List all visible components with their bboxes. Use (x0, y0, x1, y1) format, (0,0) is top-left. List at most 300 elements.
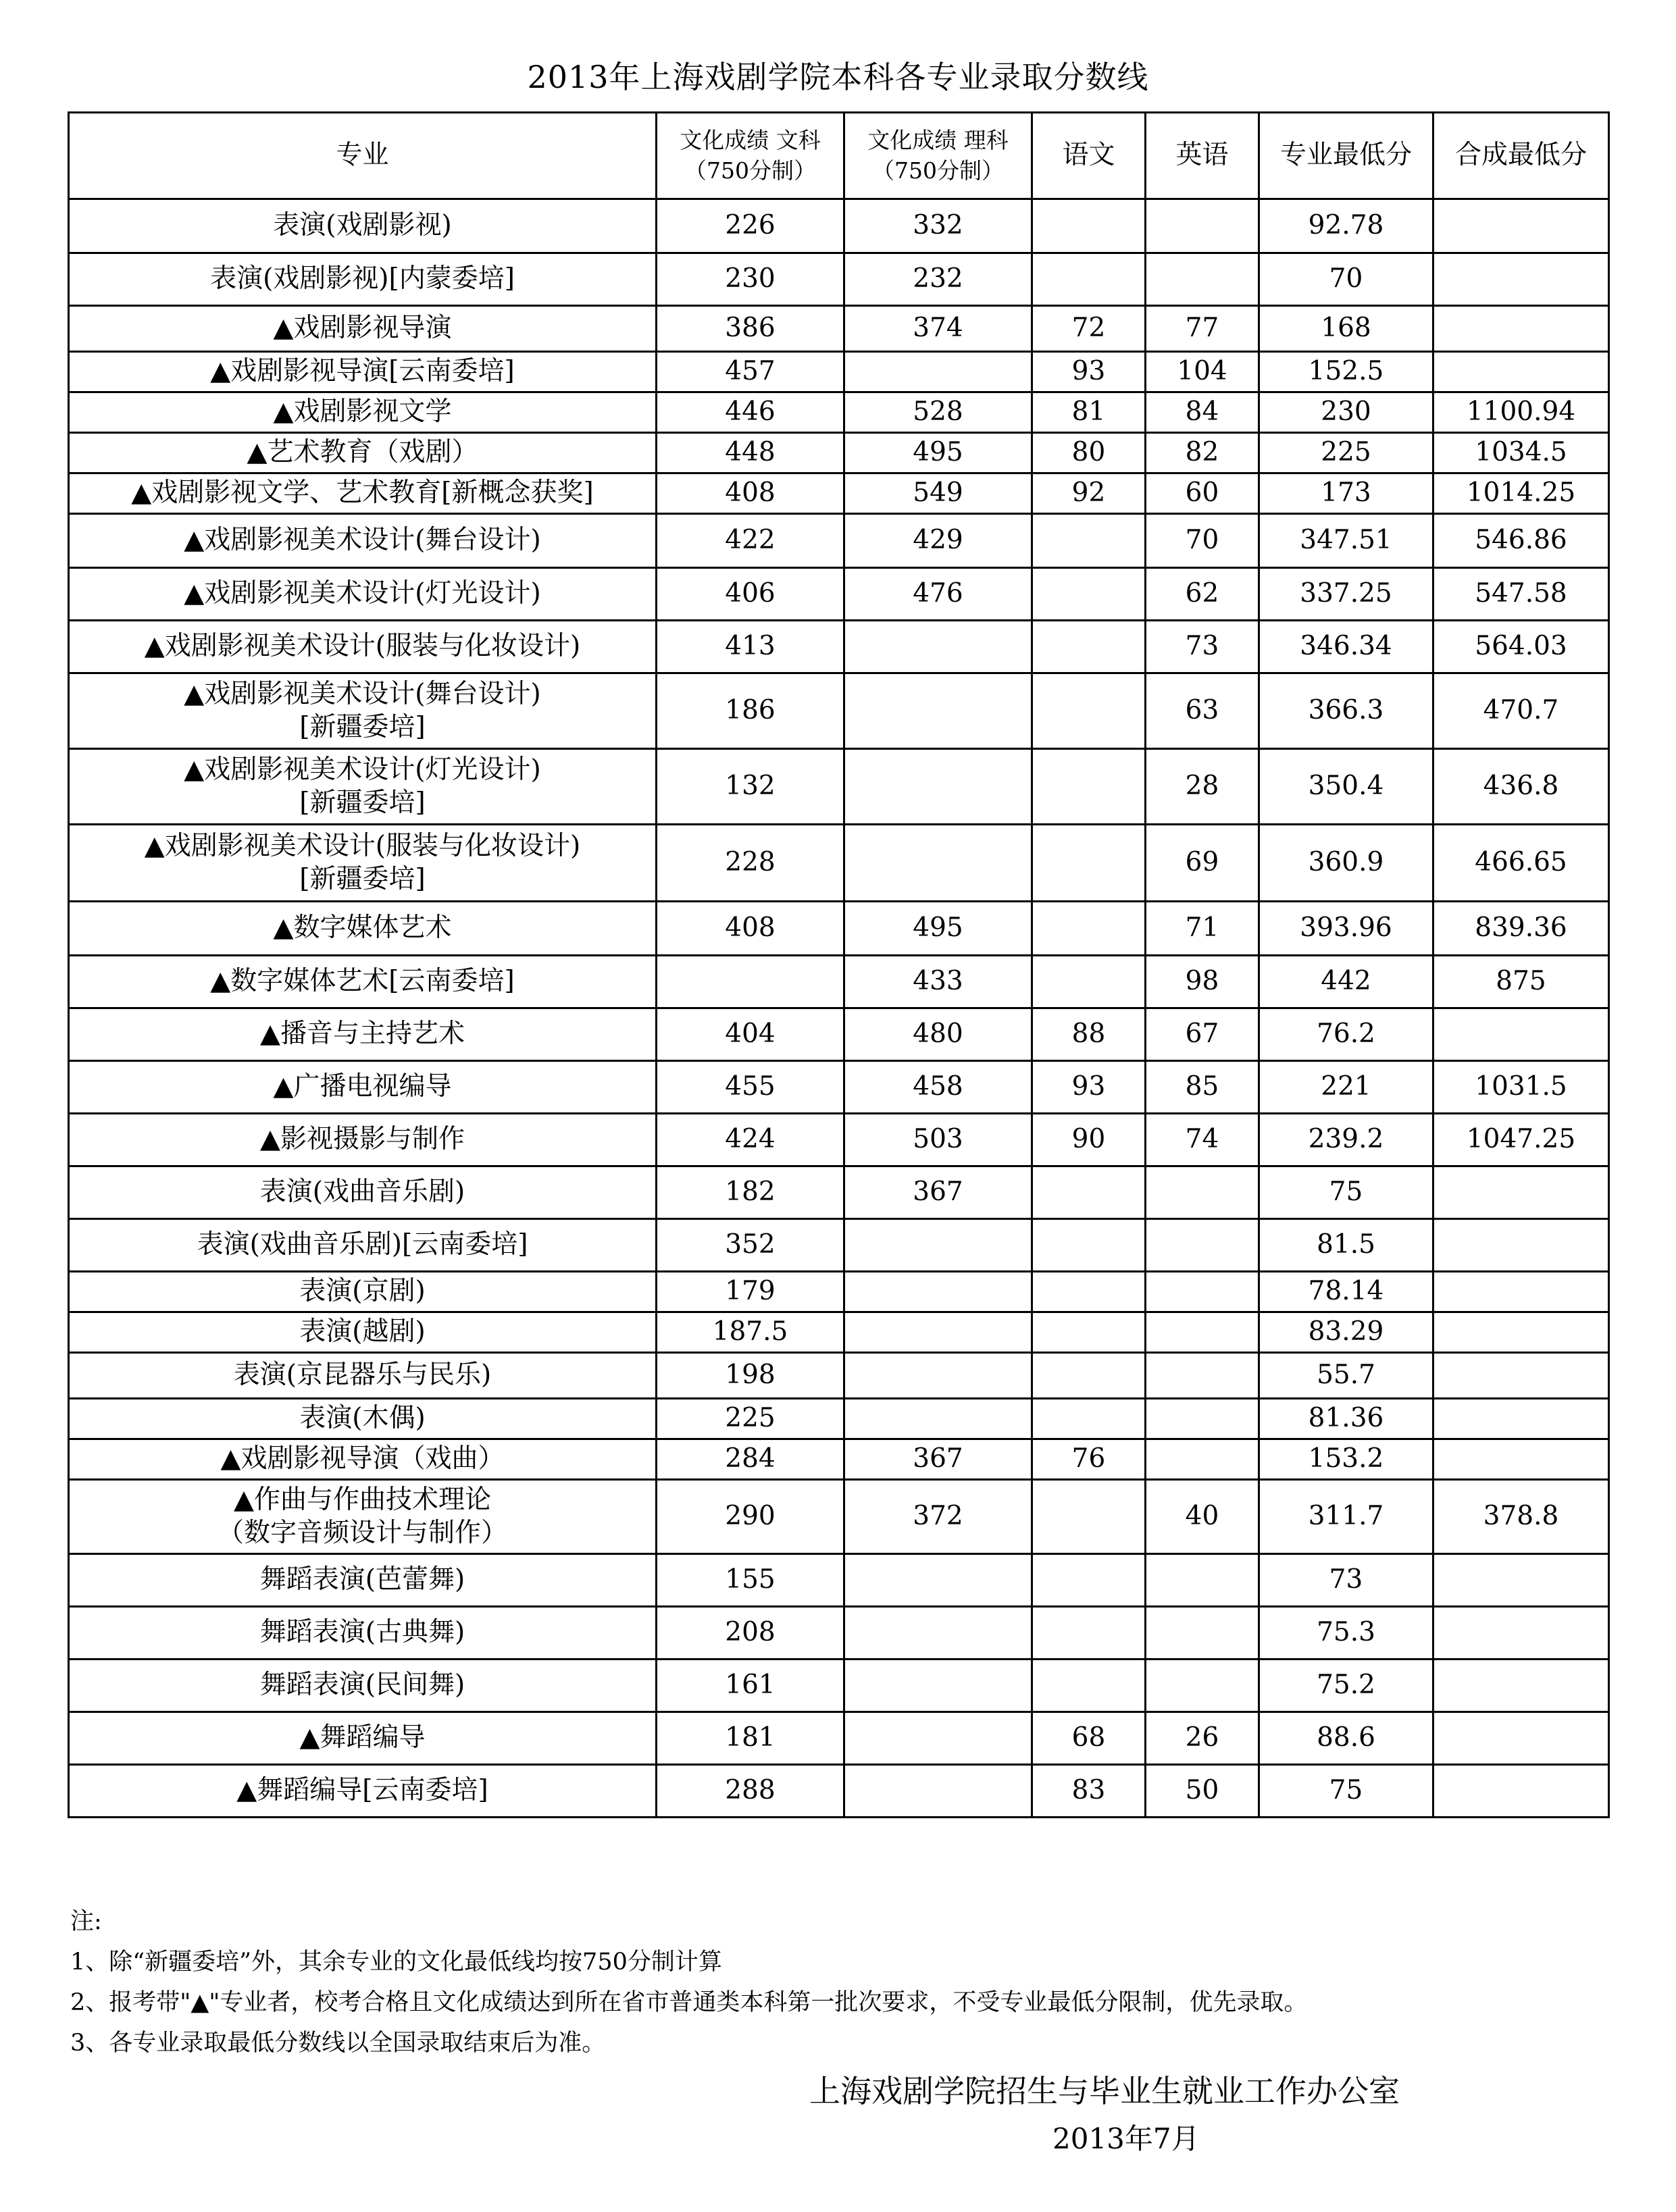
major-cell (69, 1219, 657, 1272)
english-cell: 50 (1146, 1765, 1259, 1818)
arts-score-cell: 448 (657, 433, 844, 473)
major-name-line: ▲广播电视编导 (273, 1071, 452, 1102)
composite-min-cell: 1014.25 (1433, 473, 1609, 514)
table-row (69, 902, 1609, 956)
english-cell (1146, 1353, 1259, 1399)
arts-score-cell: 132 (657, 749, 844, 825)
arts-score-cell: 446 (657, 392, 844, 433)
chinese-cell (1032, 1166, 1146, 1219)
table-body (69, 199, 1609, 1818)
english-cell: 26 (1146, 1712, 1259, 1765)
composite-min-cell (1433, 1272, 1609, 1312)
composite-min-cell: 1047.25 (1433, 1114, 1609, 1166)
science-score-cell: 458 (844, 1061, 1032, 1114)
english-cell: 74 (1146, 1114, 1259, 1166)
major-name-line: ▲戏剧影视导演[云南委培] (210, 356, 515, 387)
science-score-cell (844, 825, 1032, 902)
arts-score-cell: 424 (657, 1114, 844, 1166)
professional-min-cell: 70 (1259, 253, 1433, 306)
major-name-line: ▲戏剧影视美术设计(灯光设计) (184, 754, 541, 785)
major-name-line: ▲作曲与作曲技术理论 (234, 1484, 491, 1515)
science-score-cell: 495 (844, 433, 1032, 473)
chinese-cell (1032, 568, 1146, 621)
arts-score-cell: 186 (657, 673, 844, 749)
arts-score-cell (657, 956, 844, 1008)
composite-min-cell (1433, 1712, 1609, 1765)
composite-min-cell (1433, 1399, 1609, 1439)
science-score-cell (844, 1554, 1032, 1607)
major-cell (69, 1166, 657, 1219)
professional-min-cell: 81.36 (1259, 1399, 1433, 1439)
major-name-line: ▲戏剧影视文学、艺术教育[新概念获奖] (131, 478, 594, 509)
major-name-line: ▲戏剧影视导演（戏曲） (220, 1443, 505, 1474)
major-cell (69, 514, 657, 568)
table-row (69, 392, 1609, 433)
chinese-cell (1032, 902, 1146, 956)
table-row (69, 1219, 1609, 1272)
composite-min-cell (1433, 1353, 1609, 1399)
header-science-score-line2: （750分制） (872, 157, 1004, 184)
header-chinese: 语文 (1032, 113, 1146, 199)
arts-score-cell: 406 (657, 568, 844, 621)
header-major: 专业 (69, 113, 657, 199)
professional-min-cell: 347.51 (1259, 514, 1433, 568)
science-score-cell (844, 1219, 1032, 1272)
english-cell: 40 (1146, 1480, 1259, 1554)
professional-min-cell: 350.4 (1259, 749, 1433, 825)
composite-min-cell (1433, 1008, 1609, 1061)
table-row (69, 1166, 1609, 1219)
science-score-cell: 528 (844, 392, 1032, 433)
science-score-cell: 332 (844, 199, 1032, 253)
major-name-line: ▲戏剧影视美术设计(灯光设计) (184, 578, 541, 609)
composite-min-cell: 839.36 (1433, 902, 1609, 956)
english-cell (1146, 1399, 1259, 1439)
table-row (69, 199, 1609, 253)
chinese-cell (1032, 673, 1146, 749)
note-item: 2、报考带"▲"专业者，校考合格且文化成绩达到所在省市普通类本科第一批次要求，不受专业最低分限制，优先录取。 (70, 1989, 1308, 2016)
science-score-cell (844, 1765, 1032, 1818)
science-score-cell (844, 749, 1032, 825)
science-score-cell (844, 1312, 1032, 1353)
professional-min-cell: 225 (1259, 433, 1433, 473)
composite-min-cell (1433, 1439, 1609, 1480)
major-name-line: ▲数字媒体艺术[云南委培] (210, 966, 515, 997)
science-score-cell: 232 (844, 253, 1032, 306)
major-cell (69, 306, 657, 352)
header-arts-score (657, 113, 844, 199)
table-row (69, 1114, 1609, 1166)
professional-min-cell: 221 (1259, 1061, 1433, 1114)
header-composite-min: 合成最低分 (1433, 113, 1609, 199)
professional-min-cell: 168 (1259, 306, 1433, 352)
chinese-cell (1032, 1660, 1146, 1712)
english-cell (1146, 1554, 1259, 1607)
professional-min-cell: 393.96 (1259, 902, 1433, 956)
page-title: 2013年上海戏剧学院本科各专业录取分数线 (527, 59, 1149, 95)
chinese-cell (1032, 749, 1146, 825)
chinese-cell: 93 (1032, 352, 1146, 392)
major-cell (69, 433, 657, 473)
english-cell (1146, 1219, 1259, 1272)
issuing-office: 上海戏剧学院招生与毕业生就业工作办公室 (809, 2073, 1400, 2109)
major-cell (69, 825, 657, 902)
table-row (69, 253, 1609, 306)
major-name-line: ▲戏剧影视美术设计(服装与化妆设计) (144, 631, 581, 662)
major-name-line: 表演(戏剧影视) (273, 210, 452, 241)
composite-min-cell: 466.65 (1433, 825, 1609, 902)
major-cell (69, 473, 657, 514)
major-name-line: 表演(戏曲音乐剧)[云南委培] (197, 1229, 528, 1260)
science-score-cell: 367 (844, 1166, 1032, 1219)
english-cell (1146, 253, 1259, 306)
table-row (69, 306, 1609, 352)
professional-min-cell: 153.2 (1259, 1439, 1433, 1480)
major-cell (69, 1660, 657, 1712)
major-name-line: 表演(越剧) (299, 1316, 426, 1347)
english-cell: 63 (1146, 673, 1259, 749)
major-name-line: ▲艺术教育（戏剧） (247, 437, 478, 468)
composite-min-cell (1433, 306, 1609, 352)
major-cell (69, 1480, 657, 1554)
professional-min-cell: 83.29 (1259, 1312, 1433, 1353)
professional-min-cell: 360.9 (1259, 825, 1433, 902)
science-score-cell (844, 621, 1032, 673)
table-row (69, 749, 1609, 825)
major-cell (69, 902, 657, 956)
arts-score-cell: 408 (657, 473, 844, 514)
major-cell (69, 749, 657, 825)
professional-min-cell: 88.6 (1259, 1712, 1433, 1765)
science-score-cell: 433 (844, 956, 1032, 1008)
professional-min-cell: 55.7 (1259, 1353, 1433, 1399)
header-science-score-line1: 文化成绩 理科 (867, 126, 1009, 153)
chinese-cell: 83 (1032, 1765, 1146, 1818)
chinese-cell (1032, 1554, 1146, 1607)
chinese-cell: 72 (1032, 306, 1146, 352)
english-cell: 77 (1146, 306, 1259, 352)
table-row (69, 825, 1609, 902)
table-row (69, 1607, 1609, 1660)
science-score-cell: 429 (844, 514, 1032, 568)
professional-min-cell: 75 (1259, 1166, 1433, 1219)
table-row (69, 1712, 1609, 1765)
professional-min-cell: 78.14 (1259, 1272, 1433, 1312)
composite-min-cell: 547.58 (1433, 568, 1609, 621)
professional-min-cell: 230 (1259, 392, 1433, 433)
arts-score-cell: 408 (657, 902, 844, 956)
note-item: 3、各专业录取最低分数线以全国录取结束后为准。 (70, 2030, 606, 2057)
english-cell (1146, 199, 1259, 253)
arts-score-cell: 181 (657, 1712, 844, 1765)
composite-min-cell (1433, 1765, 1609, 1818)
arts-score-cell: 198 (657, 1353, 844, 1399)
table-row (69, 1439, 1609, 1480)
major-cell (69, 352, 657, 392)
composite-min-cell: 470.7 (1433, 673, 1609, 749)
chinese-cell (1032, 1353, 1146, 1399)
major-name-line: ▲戏剧影视文学 (273, 396, 452, 428)
table-row (69, 568, 1609, 621)
major-name-line: ▲戏剧影视美术设计(舞台设计) (184, 678, 541, 709)
professional-min-cell: 75.2 (1259, 1660, 1433, 1712)
chinese-cell (1032, 253, 1146, 306)
arts-score-cell: 413 (657, 621, 844, 673)
professional-min-cell: 442 (1259, 956, 1433, 1008)
english-cell (1146, 1439, 1259, 1480)
major-cell (69, 1765, 657, 1818)
professional-min-cell: 73 (1259, 1554, 1433, 1607)
arts-score-cell: 161 (657, 1660, 844, 1712)
english-cell: 60 (1146, 473, 1259, 514)
major-cell (69, 1114, 657, 1166)
professional-min-cell: 76.2 (1259, 1008, 1433, 1061)
major-cell (69, 1399, 657, 1439)
table-row (69, 1554, 1609, 1607)
english-cell: 98 (1146, 956, 1259, 1008)
arts-score-cell: 226 (657, 199, 844, 253)
composite-min-cell (1433, 253, 1609, 306)
composite-min-cell: 1031.5 (1433, 1061, 1609, 1114)
chinese-cell: 81 (1032, 392, 1146, 433)
chinese-cell (1032, 1399, 1146, 1439)
chinese-cell (1032, 1480, 1146, 1554)
arts-score-cell: 182 (657, 1166, 844, 1219)
major-cell (69, 1008, 657, 1061)
composite-min-cell (1433, 1219, 1609, 1272)
major-name-line: [新疆委培] (299, 711, 426, 742)
major-cell (69, 1061, 657, 1114)
table-row (69, 1660, 1609, 1712)
table-header-row (69, 113, 1609, 199)
science-score-cell: 503 (844, 1114, 1032, 1166)
arts-score-cell: 457 (657, 352, 844, 392)
notes-section (70, 1901, 1307, 2063)
composite-min-cell: 436.8 (1433, 749, 1609, 825)
major-name-line: 表演(戏剧影视)[内蒙委培] (210, 263, 515, 294)
major-cell (69, 1439, 657, 1480)
english-cell (1146, 1312, 1259, 1353)
table-row (69, 1272, 1609, 1312)
chinese-cell (1032, 1272, 1146, 1312)
major-cell (69, 199, 657, 253)
major-name-line: 舞蹈表演(古典舞) (259, 1617, 465, 1648)
composite-min-cell (1433, 352, 1609, 392)
science-score-cell (844, 1399, 1032, 1439)
table-row (69, 514, 1609, 568)
science-score-cell: 476 (844, 568, 1032, 621)
professional-min-cell: 239.2 (1259, 1114, 1433, 1166)
english-cell: 82 (1146, 433, 1259, 473)
arts-score-cell: 288 (657, 1765, 844, 1818)
english-cell: 69 (1146, 825, 1259, 902)
arts-score-cell: 404 (657, 1008, 844, 1061)
english-cell: 67 (1146, 1008, 1259, 1061)
english-cell (1146, 1660, 1259, 1712)
header-science-score (844, 113, 1032, 199)
major-name-line: 舞蹈表演(民间舞) (259, 1670, 465, 1701)
arts-score-cell: 208 (657, 1607, 844, 1660)
science-score-cell: 480 (844, 1008, 1032, 1061)
major-name-line: ▲戏剧影视美术设计(舞台设计) (184, 525, 541, 556)
english-cell: 70 (1146, 514, 1259, 568)
major-cell (69, 1312, 657, 1353)
major-name-line: [新疆委培] (299, 863, 426, 894)
major-name-line: （数字音频设计与制作） (217, 1517, 507, 1548)
major-name-line: ▲影视摄影与制作 (260, 1124, 465, 1155)
science-score-cell (844, 1712, 1032, 1765)
arts-score-cell: 187.5 (657, 1312, 844, 1353)
composite-min-cell (1433, 1166, 1609, 1219)
major-name-line: 表演(京昆器乐与民乐) (233, 1360, 492, 1391)
major-name-line: [新疆委培] (299, 787, 426, 818)
table-row (69, 673, 1609, 749)
professional-min-cell: 75 (1259, 1765, 1433, 1818)
english-cell: 85 (1146, 1061, 1259, 1114)
science-score-cell: 367 (844, 1439, 1032, 1480)
chinese-cell (1032, 1312, 1146, 1353)
chinese-cell: 68 (1032, 1712, 1146, 1765)
chinese-cell: 93 (1032, 1061, 1146, 1114)
science-score-cell: 372 (844, 1480, 1032, 1554)
science-score-cell (844, 352, 1032, 392)
professional-min-cell: 92.78 (1259, 199, 1433, 253)
composite-min-cell: 564.03 (1433, 621, 1609, 673)
header-arts-score-line2: （750分制） (684, 157, 816, 184)
table-row (69, 1312, 1609, 1353)
major-cell (69, 253, 657, 306)
arts-score-cell: 230 (657, 253, 844, 306)
science-score-cell (844, 1353, 1032, 1399)
major-cell (69, 392, 657, 433)
table-row (69, 1765, 1609, 1818)
header-arts-score-line1: 文化成绩 文科 (680, 126, 821, 153)
table-row (69, 956, 1609, 1008)
chinese-cell (1032, 514, 1146, 568)
arts-score-cell: 455 (657, 1061, 844, 1114)
science-score-cell (844, 1660, 1032, 1712)
table-row (69, 473, 1609, 514)
chinese-cell: 88 (1032, 1008, 1146, 1061)
english-cell: 28 (1146, 749, 1259, 825)
chinese-cell (1032, 825, 1146, 902)
english-cell: 104 (1146, 352, 1259, 392)
major-name-line: 表演(戏曲音乐剧) (259, 1177, 465, 1208)
major-name-line: ▲舞蹈编导[云南委培] (236, 1775, 488, 1806)
composite-min-cell: 1034.5 (1433, 433, 1609, 473)
science-score-cell (844, 1272, 1032, 1312)
note-item: 1、除“新疆委培”外，其余专业的文化最低线均按750分制计算 (70, 1949, 722, 1976)
science-score-cell (844, 1607, 1032, 1660)
arts-score-cell: 290 (657, 1480, 844, 1554)
admission-scores-table (68, 111, 1610, 1818)
header-professional-min: 专业最低分 (1259, 113, 1433, 199)
composite-min-cell (1433, 199, 1609, 253)
table-row (69, 1399, 1609, 1439)
professional-min-cell: 346.34 (1259, 621, 1433, 673)
table-row (69, 1353, 1609, 1399)
chinese-cell (1032, 1219, 1146, 1272)
english-cell: 73 (1146, 621, 1259, 673)
composite-min-cell (1433, 1554, 1609, 1607)
professional-min-cell: 311.7 (1259, 1480, 1433, 1554)
chinese-cell (1032, 956, 1146, 1008)
chinese-cell: 92 (1032, 473, 1146, 514)
science-score-cell: 374 (844, 306, 1032, 352)
chinese-cell (1032, 1607, 1146, 1660)
science-score-cell (844, 673, 1032, 749)
major-cell (69, 1272, 657, 1312)
composite-min-cell (1433, 1312, 1609, 1353)
english-cell (1146, 1166, 1259, 1219)
arts-score-cell: 422 (657, 514, 844, 568)
chinese-cell (1032, 199, 1146, 253)
english-cell: 84 (1146, 392, 1259, 433)
professional-min-cell: 366.3 (1259, 673, 1433, 749)
arts-score-cell: 284 (657, 1439, 844, 1480)
english-cell: 62 (1146, 568, 1259, 621)
table-row (69, 352, 1609, 392)
major-name-line: 舞蹈表演(芭蕾舞) (259, 1564, 465, 1595)
english-cell (1146, 1272, 1259, 1312)
major-name-line: 表演(木偶) (299, 1403, 426, 1434)
composite-min-cell: 546.86 (1433, 514, 1609, 568)
major-name-line: ▲播音与主持艺术 (260, 1019, 465, 1050)
arts-score-cell: 179 (657, 1272, 844, 1312)
chinese-cell: 80 (1032, 433, 1146, 473)
table-row (69, 1008, 1609, 1061)
major-name-line: ▲戏剧影视导演 (273, 313, 452, 344)
composite-min-cell (1433, 1607, 1609, 1660)
major-cell (69, 1607, 657, 1660)
arts-score-cell: 155 (657, 1554, 844, 1607)
table-row (69, 1061, 1609, 1114)
notes-heading: 注: (70, 1908, 102, 1935)
major-cell (69, 956, 657, 1008)
arts-score-cell: 228 (657, 825, 844, 902)
major-cell (69, 621, 657, 673)
arts-score-cell: 352 (657, 1219, 844, 1272)
table-row (69, 1480, 1609, 1554)
english-cell (1146, 1607, 1259, 1660)
major-name-line: ▲舞蹈编导 (299, 1722, 426, 1753)
major-cell (69, 1353, 657, 1399)
major-cell (69, 568, 657, 621)
major-name-line: ▲数字媒体艺术 (273, 912, 452, 944)
professional-min-cell: 337.25 (1259, 568, 1433, 621)
chinese-cell: 76 (1032, 1439, 1146, 1480)
professional-min-cell: 75.3 (1259, 1607, 1433, 1660)
composite-min-cell: 875 (1433, 956, 1609, 1008)
professional-min-cell: 173 (1259, 473, 1433, 514)
major-cell (69, 1554, 657, 1607)
composite-min-cell (1433, 1660, 1609, 1712)
major-cell (69, 673, 657, 749)
chinese-cell: 90 (1032, 1114, 1146, 1166)
professional-min-cell: 152.5 (1259, 352, 1433, 392)
english-cell: 71 (1146, 902, 1259, 956)
arts-score-cell: 386 (657, 306, 844, 352)
major-cell (69, 1712, 657, 1765)
chinese-cell (1032, 621, 1146, 673)
science-score-cell: 495 (844, 902, 1032, 956)
science-score-cell: 549 (844, 473, 1032, 514)
major-name-line: ▲戏剧影视美术设计(服装与化妆设计) (144, 830, 581, 861)
professional-min-cell: 81.5 (1259, 1219, 1433, 1272)
table-row (69, 433, 1609, 473)
table-row (69, 621, 1609, 673)
composite-min-cell: 1100.94 (1433, 392, 1609, 433)
